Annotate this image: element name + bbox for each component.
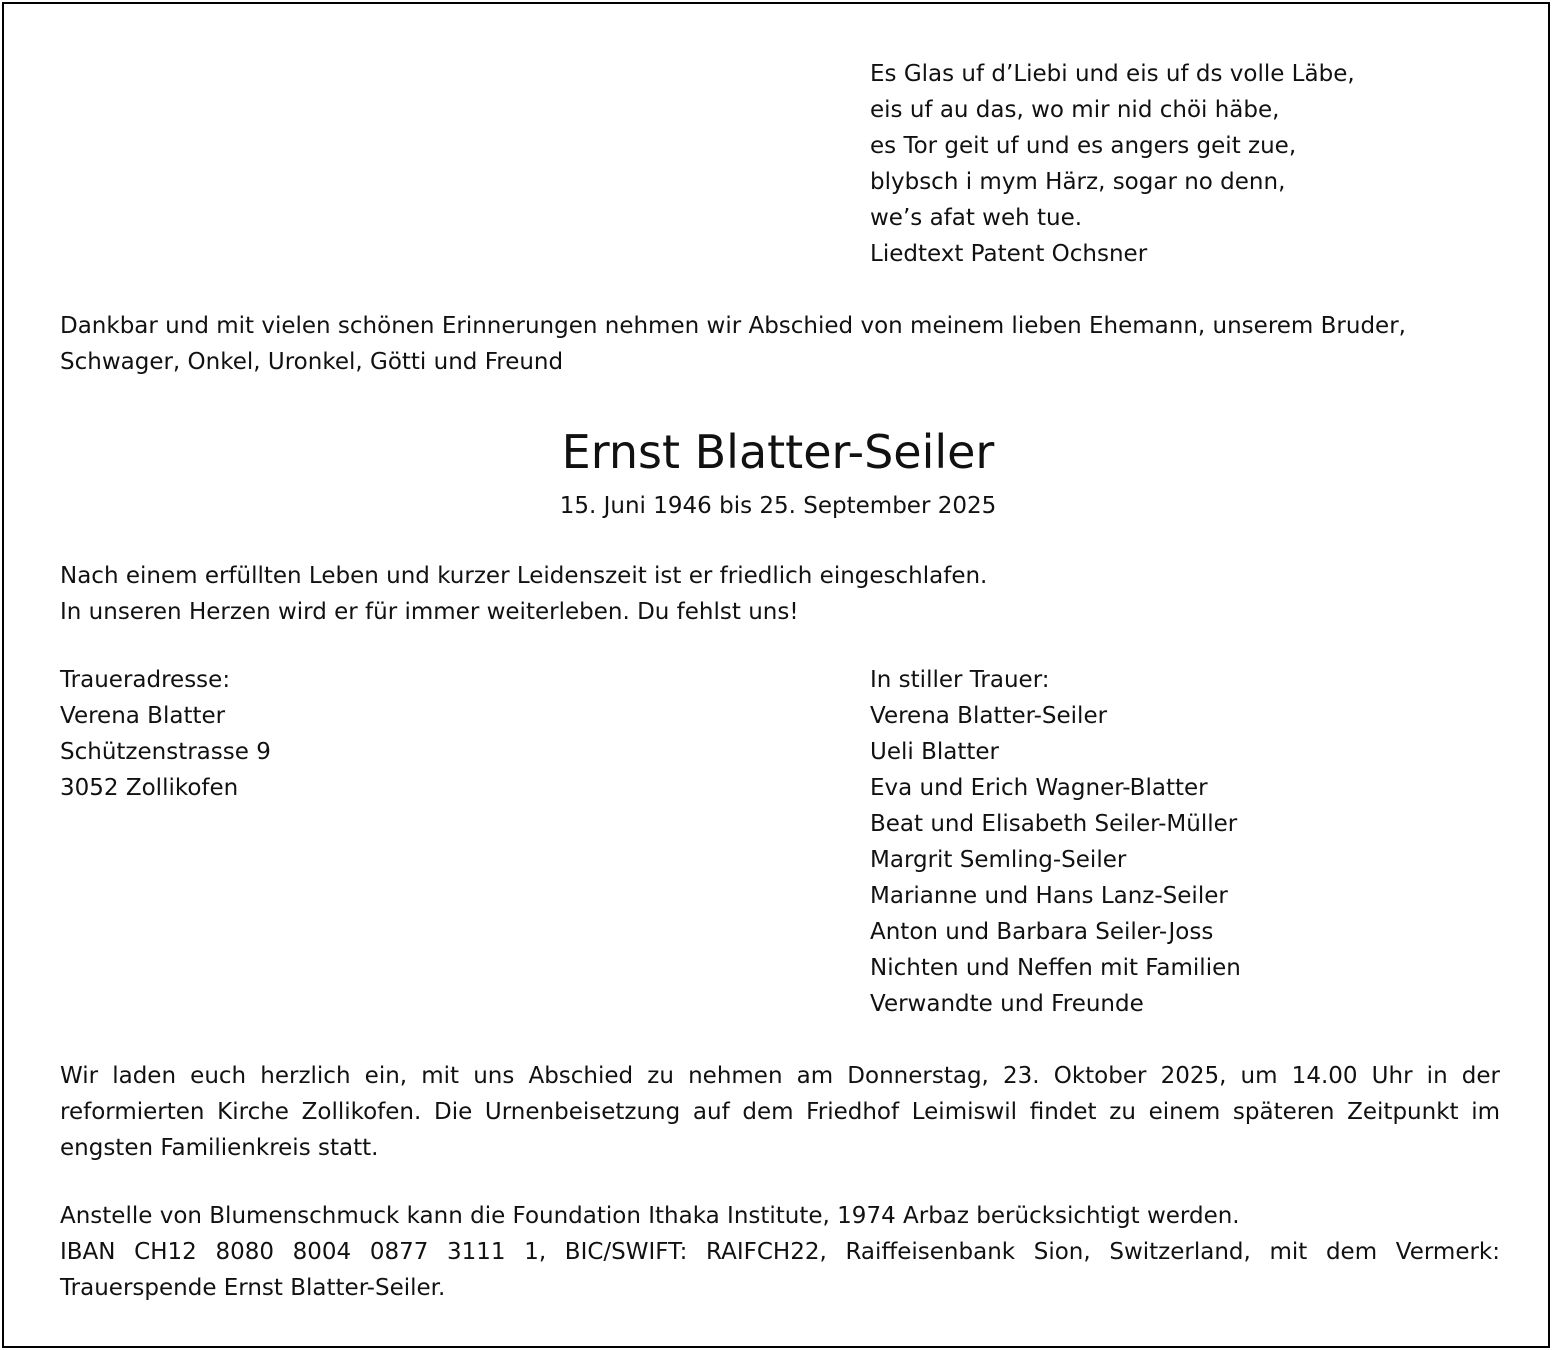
poem-line: es Tor geit uf und es angers geit zue,: [870, 133, 1297, 159]
mourner-name: Eva und Erich Wagner-Blatter: [870, 775, 1208, 801]
life-line: Nach einem erfüllten Leben und kurzer Leidenszeit ist er friedlich eingeschlafen.: [60, 563, 988, 589]
deceased-name: Ernst Blatter-Seiler: [561, 425, 995, 479]
mourning-address: [60, 662, 760, 806]
mourner-name: Verena Blatter-Seiler: [870, 703, 1108, 729]
poem-line: blybsch i mym Härz, sogar no denn,: [870, 169, 1286, 195]
mourner-name: Ueli Blatter: [870, 739, 999, 765]
mourner-name: Anton und Barbara Seiler-Joss: [870, 919, 1214, 945]
address-street: Schützenstrasse 9: [60, 739, 271, 765]
mourner-name: Margrit Semling-Seiler: [870, 847, 1127, 873]
life-text: [60, 558, 1500, 630]
donation-bank-line: IBAN CH12 8080 8004 0877 3111 1, BIC/SWIFT: RAIFCH22, Raiffeisenbank Sion, Switzerland, mit dem Vermerk:: [60, 1239, 1500, 1265]
address-city: 3052 Zollikofen: [60, 775, 239, 801]
life-dates: 15. Juni 1946 bis 25. September 2025: [559, 493, 997, 519]
mourner-name: Beat und Elisabeth Seiler-Müller: [870, 811, 1238, 837]
address-name: Verena Blatter: [60, 703, 226, 729]
donation-line: Trauerspende Ernst Blatter-Seiler.: [60, 1275, 446, 1301]
mourner-name: Nichten und Neffen mit Familien: [870, 955, 1241, 981]
life-line: In unseren Herzen wird er für immer weiterleben. Du fehlst uns!: [60, 599, 799, 625]
mourner-name: Verwandte und Freunde: [870, 991, 1144, 1017]
donation-line: Anstelle von Blumenschmuck kann die Foundation Ithaka Institute, 1974 Arbaz berücksichtigt werden.: [60, 1203, 1240, 1229]
poem: [870, 56, 1510, 272]
mourners-list: [870, 662, 1510, 1022]
invitation-text: Wir laden euch herzlich ein, mit uns Abschied zu nehmen am Donnerstag, 23. Oktober 2025, um 14.00 Uhr in der reformierten Kirche Zollikofen. Die Urnenbeisetzung auf dem Friedhof Leimiswil findet zu einem späteren Zeitpunkt im engsten Familienkreis statt.: [60, 1063, 1500, 1161]
intro-text: Dankbar und mit vielen schönen Erinnerungen nehmen wir Abschied von meinem lieben Ehemann, unserem Bruder, Schwager, Onkel, Uronkel, Götti und Freund: [60, 313, 1406, 375]
poem-line: Es Glas uf d’Liebi und eis uf ds volle Läbe,: [870, 61, 1355, 87]
poem-line: eis uf au das, wo mir nid chöi häbe,: [870, 97, 1280, 123]
obituary-frame: [2, 2, 1550, 1348]
mourner-name: Marianne und Hans Lanz-Seiler: [870, 883, 1228, 909]
mourners-heading: In stiller Trauer:: [870, 667, 1050, 693]
address-heading: Traueradresse:: [60, 667, 231, 693]
poem-source: Liedtext Patent Ochsner: [870, 241, 1148, 267]
poem-line: we’s afat weh tue.: [870, 205, 1083, 231]
donation-text: [60, 1198, 1500, 1306]
